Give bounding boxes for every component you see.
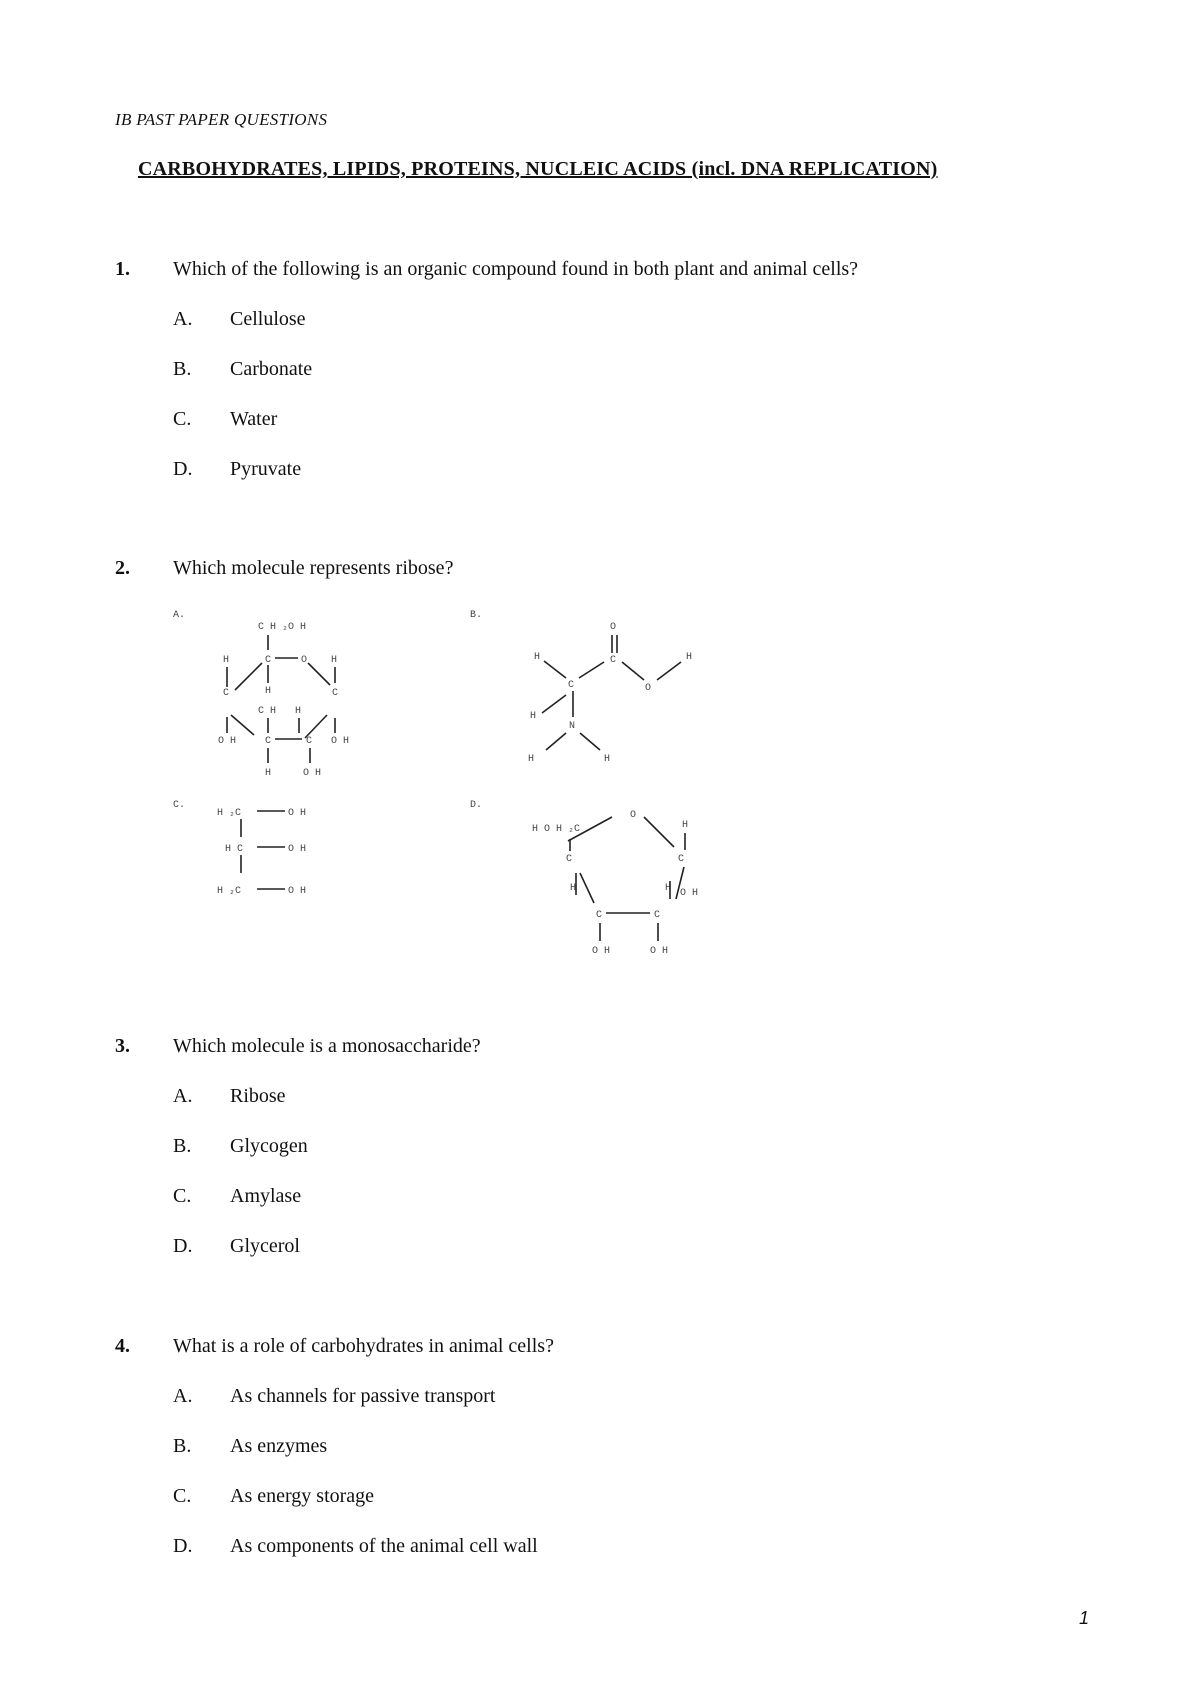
svg-text:H: H — [265, 686, 272, 697]
option-letter: D. — [173, 458, 193, 480]
page-number: 1 — [1079, 1608, 1090, 1628]
option-text: Amylase — [230, 1185, 302, 1207]
structure-b-diagram — [462, 605, 722, 765]
question-number: 4. — [115, 1335, 130, 1357]
option-text: Pyruvate — [230, 458, 302, 480]
option-text: As channels for passive transport — [230, 1385, 496, 1407]
svg-text:C: C — [223, 688, 230, 699]
option-text: Glycogen — [230, 1135, 308, 1157]
svg-text:C: C — [332, 688, 339, 699]
question-text: What is a role of carbohydrates in animal cells? — [173, 1335, 554, 1357]
svg-text:O: O — [301, 655, 308, 666]
option-text: As energy storage — [230, 1485, 375, 1507]
structure-d-letter: D. — [470, 800, 483, 811]
svg-text:H ₂C: H ₂C — [217, 808, 242, 819]
svg-text:C: C — [568, 680, 575, 691]
structure-d-diagram — [462, 795, 722, 965]
option-letter: A. — [173, 1385, 193, 1407]
option-letter: C. — [173, 1485, 192, 1507]
question-text: Which molecule is a monosaccharide? — [173, 1035, 481, 1057]
svg-text:N: N — [569, 721, 576, 732]
option-letter: B. — [173, 358, 192, 380]
svg-text:O H: O H — [680, 888, 699, 899]
option-text: As components of the animal cell wall — [230, 1535, 538, 1557]
option-text: As enzymes — [230, 1435, 328, 1457]
page-header: IB PAST PAPER QUESTIONS — [115, 110, 328, 129]
svg-text:O: O — [630, 810, 637, 821]
structure-a-letter: A. — [173, 610, 186, 621]
svg-text:H C: H C — [225, 844, 244, 855]
svg-text:H: H — [682, 820, 689, 831]
svg-text:O H: O H — [288, 886, 307, 897]
option-text: Ribose — [230, 1085, 286, 1107]
svg-text:O H: O H — [592, 946, 611, 957]
option-text: Carbonate — [230, 358, 313, 380]
question-number: 3. — [115, 1035, 130, 1057]
svg-text:H: H — [665, 883, 672, 894]
structure-c-diagram — [165, 795, 405, 905]
page-title: CARBOHYDRATES, LIPIDS, PROTEINS, NUCLEIC ACIDS (incl. DNA REPLICATION) — [138, 158, 938, 180]
svg-text:H: H — [604, 754, 611, 765]
question-text: Which of the following is an organic compound found in both plant and animal cells? — [173, 258, 859, 280]
svg-text:O H: O H — [288, 808, 307, 819]
svg-text:O H: O H — [331, 736, 350, 747]
svg-text:H: H — [295, 706, 302, 717]
svg-text:C: C — [306, 736, 313, 747]
svg-text:H: H — [534, 652, 541, 663]
option-letter: B. — [173, 1435, 192, 1457]
option-letter: A. — [173, 1085, 193, 1107]
svg-text:C H ₂O H: C H ₂O H — [258, 622, 307, 633]
svg-text:C: C — [566, 854, 573, 865]
svg-text:O: O — [645, 683, 652, 694]
svg-text:C: C — [596, 910, 603, 921]
question-number: 1. — [115, 258, 130, 280]
structure-a-diagram — [165, 605, 405, 780]
option-letter: C. — [173, 1185, 192, 1207]
svg-text:O H: O H — [650, 946, 669, 957]
structure-c-letter: C. — [173, 800, 186, 811]
svg-text:H: H — [265, 768, 272, 779]
svg-text:O H: O H — [218, 736, 237, 747]
structure-b-letter: B. — [470, 610, 483, 621]
svg-text:C: C — [654, 910, 661, 921]
svg-text:O H: O H — [288, 844, 307, 855]
option-letter: C. — [173, 408, 192, 430]
option-text: Water — [230, 408, 278, 430]
svg-text:H: H — [223, 655, 230, 666]
option-text: Cellulose — [230, 308, 306, 330]
svg-text:H O H ₂C: H O H ₂C — [532, 824, 581, 835]
svg-text:H ₂C: H ₂C — [217, 886, 242, 897]
svg-text:H: H — [530, 711, 537, 722]
option-letter: D. — [173, 1535, 193, 1557]
svg-text:O: O — [610, 622, 617, 633]
svg-text:C: C — [678, 854, 685, 865]
svg-text:C: C — [265, 655, 272, 666]
option-letter: B. — [173, 1135, 192, 1157]
svg-text:H: H — [528, 754, 535, 765]
option-letter: D. — [173, 1235, 193, 1257]
svg-text:H: H — [331, 655, 338, 666]
svg-text:C: C — [610, 655, 617, 666]
svg-text:C: C — [265, 736, 272, 747]
svg-text:O H: O H — [303, 768, 322, 779]
svg-text:H: H — [570, 883, 577, 894]
option-text: Glycerol — [230, 1235, 300, 1257]
svg-text:C H: C H — [258, 706, 277, 717]
option-letter: A. — [173, 308, 193, 330]
svg-text:H: H — [686, 652, 693, 663]
question-number: 2. — [115, 557, 130, 579]
question-text: Which molecule represents ribose? — [173, 557, 454, 579]
